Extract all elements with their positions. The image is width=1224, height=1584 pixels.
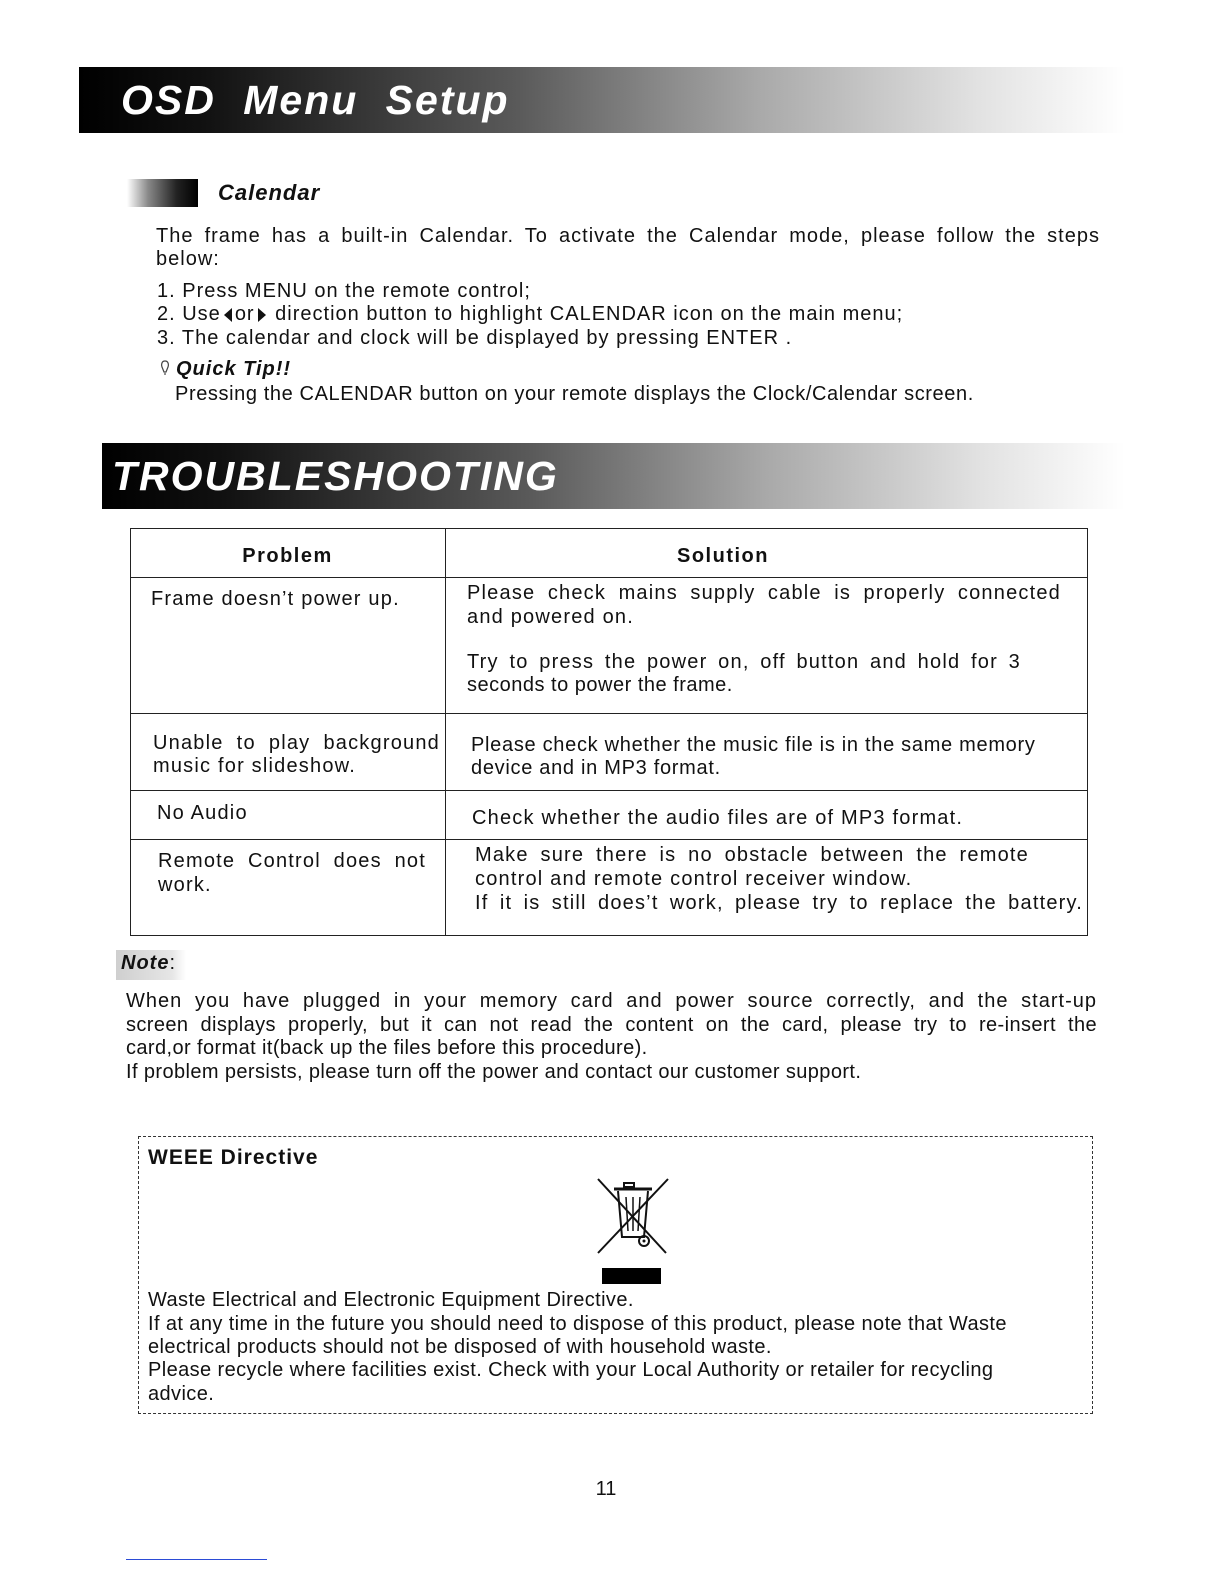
problem-cell: Frame doesn’t power up. bbox=[151, 588, 400, 610]
page-number: 11 bbox=[595, 1478, 617, 1500]
step2-text-or: or bbox=[234, 303, 255, 325]
osd-menu-setup-banner bbox=[79, 67, 1125, 133]
calendar-step-1: 1. Press MENU on the remote control; bbox=[157, 280, 531, 302]
calendar-section-marker bbox=[127, 179, 198, 207]
problem-cell-line: Remote Control does not bbox=[158, 850, 426, 872]
table-row-divider bbox=[130, 839, 1088, 840]
note-label-text: Note bbox=[121, 952, 170, 974]
solution-cell-line: Please check whether the music file is in the same memory bbox=[471, 734, 1036, 756]
note-line: When you have plugged in your memory card and power source correctly, and the start-up bbox=[126, 990, 1097, 1012]
weee-line: advice. bbox=[148, 1383, 215, 1405]
note-label: Note: bbox=[121, 952, 177, 974]
note-line: screen displays properly, but it can not read the content on the card, please try to re-insert the bbox=[126, 1014, 1097, 1036]
solution-cell: Check whether the audio files are of MP3 format. bbox=[472, 807, 964, 829]
weee-title: WEEE Directive bbox=[148, 1146, 319, 1169]
osd-title: OSD Menu Setup bbox=[121, 76, 510, 123]
weee-marking-bar bbox=[602, 1268, 661, 1284]
solution-cell-line: If it is still does’t work, please try to replace the battery. bbox=[475, 892, 1083, 914]
weee-line: electrical products should not be disposed of with household waste. bbox=[148, 1336, 772, 1358]
weee-line: If at any time in the future you should need to dispose of this product, please note that Waste bbox=[148, 1313, 1007, 1335]
weee-line: Waste Electrical and Electronic Equipment Directive. bbox=[148, 1289, 634, 1311]
step2-text-use: 2. Use bbox=[157, 303, 221, 325]
table-column-divider bbox=[445, 528, 446, 936]
note-line: card,or format it(back up the files before this procedure). bbox=[126, 1037, 648, 1059]
solution-cell-line: Try to press the power on, off button and hold for 3 bbox=[467, 651, 1021, 673]
problem-column-header: Problem bbox=[242, 545, 333, 567]
solution-cell-line: Make sure there is no obstacle between the remote bbox=[475, 844, 1029, 866]
calendar-step-2 bbox=[157, 302, 903, 326]
calendar-intro-line2: below: bbox=[156, 248, 220, 270]
table-border-right bbox=[1087, 528, 1088, 936]
problem-cell-line: music for slideshow. bbox=[153, 755, 356, 777]
problem-cell: No Audio bbox=[157, 802, 248, 824]
note-line: If problem persists, please turn off the power and contact our customer support. bbox=[126, 1061, 862, 1083]
calendar-step-3: 3. The calendar and clock will be displayed by pressing ENTER . bbox=[157, 327, 793, 349]
lightbulb-icon bbox=[160, 360, 170, 384]
weee-line: Please recycle where facilities exist. Check with your Local Authority or retailer for recycling bbox=[148, 1359, 994, 1381]
troubleshooting-title: TROUBLESHOOTING bbox=[112, 452, 559, 499]
step2-text-rest: direction button to highlight CALENDAR icon on the main menu; bbox=[275, 303, 904, 325]
quick-tip-title: Quick Tip!! bbox=[176, 358, 292, 380]
solution-column-header: Solution bbox=[677, 545, 769, 567]
problem-cell-line: Unable to play background bbox=[153, 732, 440, 754]
table-border-top bbox=[130, 528, 1088, 529]
table-row-divider bbox=[130, 713, 1088, 714]
solution-cell-line: control and remote control receiver window. bbox=[475, 868, 913, 890]
crossed-out-wheelie-bin-icon bbox=[594, 1175, 672, 1262]
solution-cell-line: device and in MP3 format. bbox=[471, 757, 721, 779]
calendar-intro-line1: The frame has a built-in Calendar. To activate the Calendar mode, please follow the steps bbox=[156, 225, 1100, 247]
solution-cell-line: seconds to power the frame. bbox=[467, 674, 733, 696]
solution-cell-line: and powered on. bbox=[467, 606, 635, 628]
calendar-heading: Calendar bbox=[218, 180, 321, 205]
footer-rule bbox=[126, 1559, 267, 1560]
table-border-left bbox=[130, 528, 131, 936]
right-arrow-icon bbox=[258, 308, 266, 322]
table-border-bottom bbox=[130, 935, 1088, 936]
table-header-divider bbox=[130, 577, 1088, 578]
table-row-divider bbox=[130, 790, 1088, 791]
left-arrow-icon bbox=[224, 308, 232, 322]
problem-cell-line: work. bbox=[158, 874, 212, 896]
solution-cell-line: Please check mains supply cable is properly connected bbox=[467, 582, 1061, 604]
troubleshooting-banner bbox=[102, 443, 1125, 509]
quick-tip-text: Pressing the CALENDAR button on your remote displays the Clock/Calendar screen. bbox=[175, 383, 974, 405]
